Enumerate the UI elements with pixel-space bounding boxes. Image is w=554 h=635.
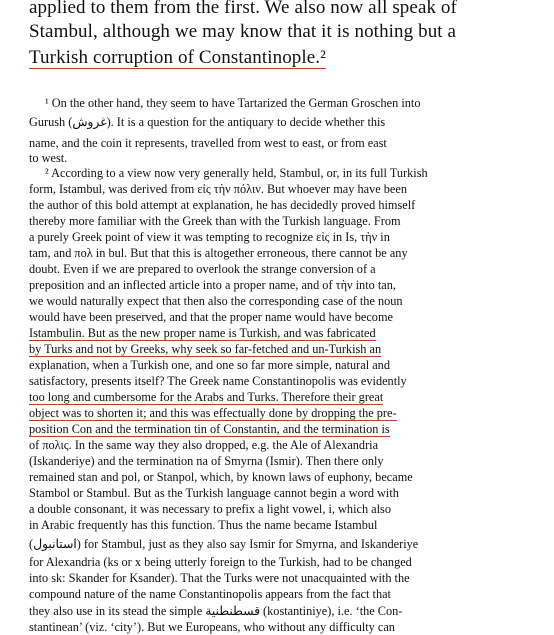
main-text-line-3: Turkish corruption of Constantinople.² xyxy=(29,47,326,68)
footnote-2-line-2: form, Istambul, was derived from εἰς τὴν πόλιν. But whoever may have been xyxy=(29,182,407,196)
footnote-2-line-21: Stambol or Stambul. But as the Turkish language cannot begin a word with xyxy=(29,486,399,500)
footnote-2-line-15: too long and cumbersome for the Arabs and Turks. Therefore their great xyxy=(29,390,384,404)
footnote-2-line-14: satisfactory, presents itself? The Greek name Constantinopolis was evidently xyxy=(29,374,407,388)
footnote-1-line-2: Gurush (غروش). It is a question for the antiquary to decide whether this xyxy=(29,115,386,129)
footnote-2-line-22: a double consonant, it was necessary to prefix a light vowel, i, which also xyxy=(29,502,391,516)
footnote-1-line-4: to west. xyxy=(29,151,68,165)
footnote-2-line-5: a purely Greek point of view it was tempting to recognize εἰς in Is, τὴν in xyxy=(29,230,390,244)
footnote-2-line-17: position Con and the termination tin of Constantin, and the termination is xyxy=(29,422,390,436)
footnote-2-line-18: of πολις. In the same way they also dropped, e.g. the Ale of Alexandria xyxy=(29,438,379,452)
footnote-2-line-8: preposition and an inflected article into a proper name, and of τὴν into tan, xyxy=(29,278,396,292)
footnote-1-line-1: ¹ On the other hand, they seem to have Tartarized the German Groschen into xyxy=(45,96,421,110)
footnote-2-line-23: in Arabic frequently has this function. Thus the name became Istambul xyxy=(29,518,378,532)
main-text-line-1: applied to them from the first. We also now all speak of xyxy=(29,0,457,18)
main-text-line-2: Stambul, although we may know that it is nothing but a xyxy=(29,21,457,42)
footnote-2-line-3: the author of this bold attempt at explanation, he has decidedly proved himself xyxy=(29,198,416,212)
footnote-2-line-20: remained stan and pol, or Stanpol, which, by known laws of euphony, became xyxy=(29,470,413,484)
footnote-2-line-25: for Alexandria (ks or x being utterly foreign to the Turkish, had to be changed xyxy=(29,555,412,569)
footnote-2-line-10: would have been preserved, and that the proper name would have become xyxy=(29,310,393,324)
footnote-2-line-28: they also use in its stead the simple قسطنطنية (kostantiniye), i.e. ‘the Con- xyxy=(29,604,403,618)
footnote-2-line-24: (استانبول) for Stambul, just as they also say Ismir for Smyrna, and Iskanderiye xyxy=(29,537,419,551)
footnote-2-line-11: Istambulin. But as the new proper name is Turkish, and was fabricated xyxy=(29,326,376,340)
footnote-2-line-29: stantinean’ (viz. ‘city’). But we Europeans, who without any difficulty can xyxy=(29,620,395,634)
footnote-2-line-4: thereby more familiar with the Greek than with the Turkish language. From xyxy=(29,214,401,228)
footnote-2-line-26: into sk: Skander for Ksander). That the Turks were not unacquainted with the xyxy=(29,571,410,585)
footnote-2-line-6: tam, and πολ in bul. But that this is altogether erroneous, there cannot be any xyxy=(29,246,408,260)
footnote-2-line-19: (Iskanderiye) and the termination na of Smyrna (Ismir). Then there only xyxy=(29,454,384,468)
footnote-2-line-7: doubt. Even if we are prepared to overlook the strange conversion of a xyxy=(29,262,376,276)
footnote-2-line-9: we would naturally expect that then also the corresponding case of the noun xyxy=(29,294,403,308)
footnote-1-line-3: name, and the coin it represents, travelled from west to east, or from east xyxy=(29,136,387,150)
footnote-2-line-16: object was to shorten it; and this was effectually done by dropping the pre- xyxy=(29,406,397,420)
footnote-2-line-12: by Turks and not by Greeks, why seek so far-fetched and un-Turkish an xyxy=(29,342,382,356)
footnote-2-line-1: ² According to a view now very generally held, Stambul, or, in its full Turkish xyxy=(45,166,428,180)
footnote-2-line-27: compound nature of the name Constantinopolis appears from the fact that xyxy=(29,587,391,601)
footnote-2-line-13: explanation, when a Turkish one, and one so far more simple, natural and xyxy=(29,358,390,372)
